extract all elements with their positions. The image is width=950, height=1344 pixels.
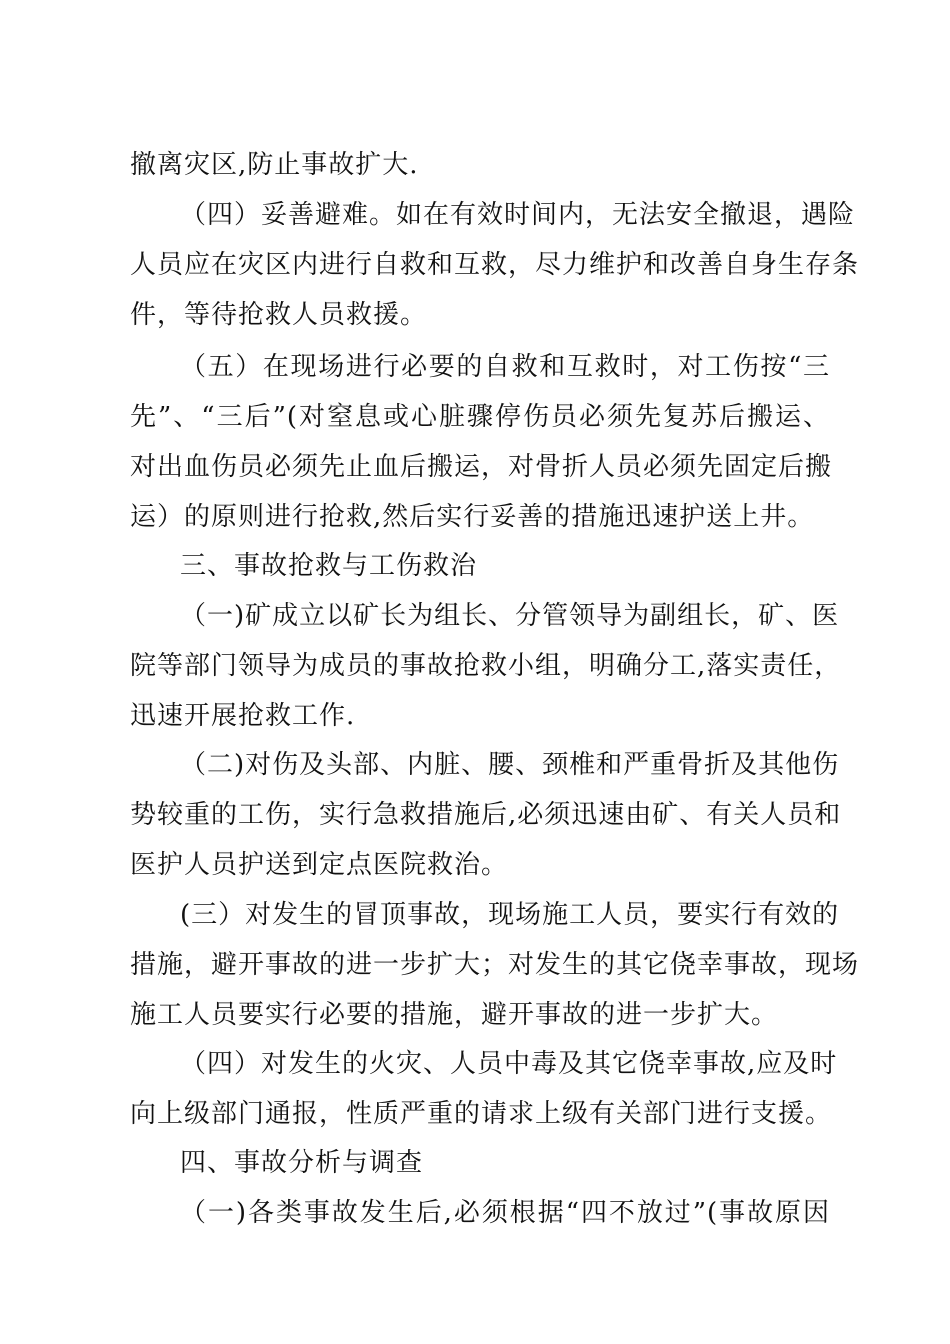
section-heading: 三、事故抢救与工伤救治 [180,551,478,581]
text-line: （五）在现场进行必要的自救和互救时，对工伤按“三 [180,352,830,382]
section-heading: 四、事故分析与调查 [180,1148,424,1178]
text-line: 施工人员要实行必要的措施，避开事故的进一步扩大。 [130,1000,779,1030]
text-line: 件，等待抢救人员救援。 [130,300,428,330]
text-line: 先”、“三后”(对窒息或心脏骤停伤员必须先复苏后搬运、 [130,402,830,432]
text-line: （一)矿成立以矿长为组长、分管领导为副组长，矿、医 [180,601,840,631]
text-line: （一)各类事故发生后,必须根据“四不放过”(事故原因 [180,1198,830,1228]
text-line: （四）妥善避难。如在有效时间内，无法安全撤退，遇险 [180,200,856,230]
text-line: 迅速开展抢救工作. [130,701,356,731]
text-line: 医护人员护送到定点医院救治。 [130,850,509,880]
text-line: 势较重的工伤，实行急救措施后,必须迅速由矿、有关人员和 [130,800,842,830]
text-line: (三）对发生的冒顶事故，现场施工人员，要实行有效的 [180,900,840,930]
text-line: 人员应在灾区内进行自救和互救，尽力维护和改善自身生存条 [130,250,860,280]
text-line: 对出血伤员必须先止血后搬运，对骨折人员必须先固定后搬 [130,452,833,482]
text-line: 运）的原则进行抢救,然后实行妥善的措施迅速护送上井。 [130,502,815,532]
text-line: （二)对伤及头部、内脏、腰、颈椎和严重骨折及其他伤 [180,750,840,780]
text-line: 措施，避开事故的进一步扩大；对发生的其它侥幸事故，现场 [130,950,860,980]
text-line: （四）对发生的火灾、人员中毒及其它侥幸事故,应及时 [180,1049,838,1079]
text-line: 院等部门领导为成员的事故抢救小组，明确分工,落实责任， [130,651,842,681]
text-line: 向上级部门通报，性质严重的请求上级有关部门进行支援。 [130,1099,833,1129]
text-line: 撤离灾区,防止事故扩大. [130,150,419,180]
